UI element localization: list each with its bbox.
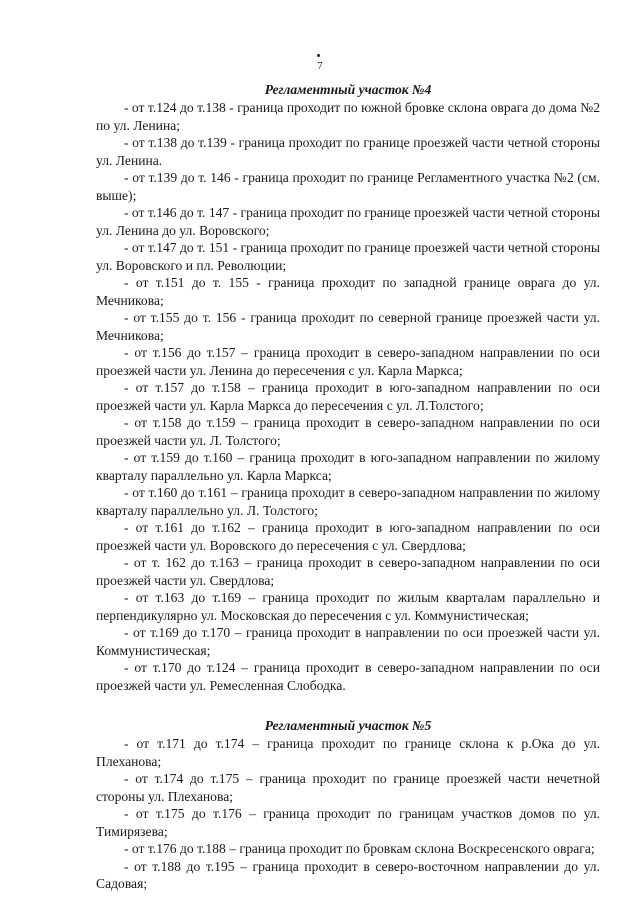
boundary-item: - от т.160 до т.161 – граница проходит в северо-западном направлении по жилому кварталу параллельно ул. Л. Толстого; [96,485,600,518]
boundary-item: - от т.138 до т.139 - граница проходит по границе проезжей части четной стороны ул. Ленина. [96,135,600,168]
section-title-4: Регламентный участок №4 [264,82,432,97]
boundary-item: - от т.175 до т.176 – граница проходит по границам участков домов по ул. Тимирязева; [96,806,600,839]
page-number: 7 [317,60,323,72]
boundary-item: - от т. 162 до т.163 – граница проходит в северо-западном направлении по оси проезжей части ул. Свердлова; [96,555,600,588]
boundary-item: - от т.147 до т. 151 - граница проходит по границе проезжей части четной стороны ул. Воровского и пл. Революции; [96,240,601,273]
boundary-item: - от т.169 до т.170 – граница проходит в направлении по оси проезжей части ул. Коммунистическая; [96,625,600,658]
boundary-item: - от т.124 до т.138 - граница проходит по южной бровке склона оврага до дома №2 по ул. Ленина; [96,100,600,133]
boundary-item: - от т.159 до т.160 – граница проходит в юго-западном направлении по жилому кварталу параллельно ул. Карла Маркса; [96,450,600,483]
boundary-item: - от т.174 до т.175 – граница проходит по границе проезжей части нечетной стороны ул. Плеханова; [96,771,600,804]
document-body [96,78,600,893]
boundary-item: - от т.158 до т.159 – граница проходит в северо-западном направлении по оси проезжей части ул. Л. Толстого; [96,415,600,448]
boundary-item: - от т.155 до т. 156 - граница проходит по северной границе проезжей части ул. Мечникова; [96,310,600,343]
boundary-item: - от т.139 до т. 146 - граница проходит по границе Регламентного участка №2 (см. выше); [96,170,600,203]
boundary-item: - от т.171 до т.174 – граница проходит по границе склона к р.Ока до ул. Плеханова; [96,736,600,769]
boundary-item: - от т.163 до т.169 – граница проходит по жилым кварталам параллельно и перпендикулярно ул. Московская до пересечения с ул. Коммунистическая; [96,590,600,623]
scan-dot-mark [317,54,320,57]
boundary-item: - от т.170 до т.124 – граница проходит в северо-западном направлении по оси проезжей части ул. Ремесленная Слободка. [96,660,600,693]
boundary-item: - от т.146 до т. 147 - граница проходит по границе проезжей части четной стороны ул. Ленина до ул. Воровского; [96,205,601,238]
boundary-item: - от т.156 до т.157 – граница проходит в северо-западном направлении по оси проезжей части ул. Ленина до пересечения с ул. Карла Маркса; [96,345,600,378]
boundary-item: - от т.161 до т.162 – граница проходит в юго-западном направлении по оси проезжей части ул. Воровского до пересечения с ул. Свердлова; [96,520,600,553]
section-spacer [96,694,600,714]
boundary-item: - от т.188 до т.195 – граница проходит в северо-восточном направлении до ул. Садовая; [96,858,600,891]
section-title-5: Регламентный участок №5 [264,718,432,733]
boundary-item: - от т.157 до т.158 – граница проходит в юго-западном направлении по оси проезжей части ул. Карла Маркса до пересечения с ул. Л.Толстого; [96,380,600,413]
boundary-item: - от т.176 до т.188 – граница проходит по бровкам склона Воскресенского оврага; [124,841,595,856]
boundary-item: - от т.151 до т. 155 - граница проходит по западной границе оврага до ул. Мечникова; [96,275,600,308]
